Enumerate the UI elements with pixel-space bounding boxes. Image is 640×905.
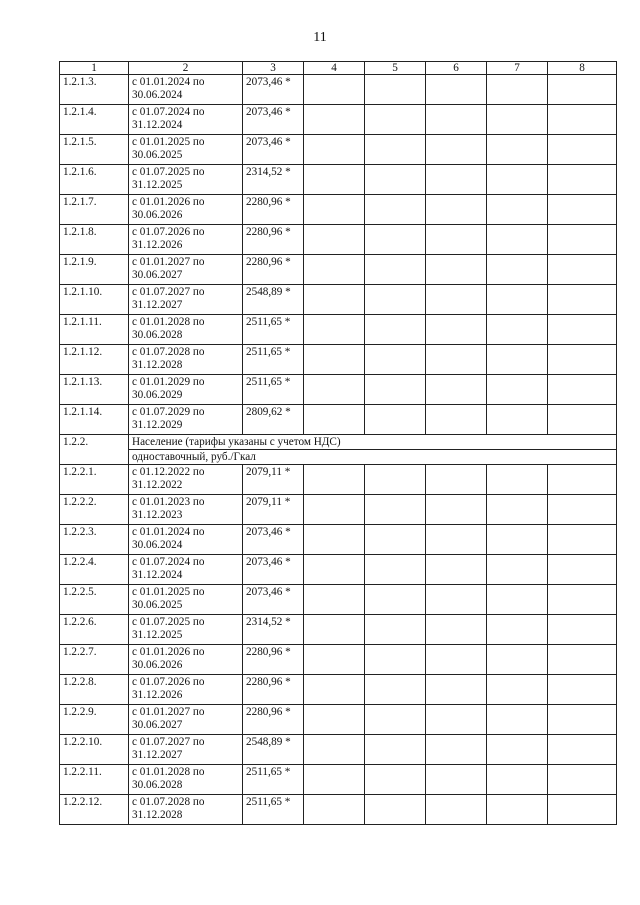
empty-cell-col-8 <box>548 315 617 345</box>
period-from: с 01.07.2025 по <box>132 166 205 178</box>
empty-cell-col-5 <box>365 765 426 795</box>
empty-cell-col-7 <box>487 525 548 555</box>
period-from: с 01.07.2028 по <box>132 346 205 358</box>
period-from: с 01.01.2027 по <box>132 256 205 268</box>
table-row <box>60 255 617 285</box>
empty-cell-col-5 <box>365 195 426 225</box>
tariff-value: 2511,65 * <box>243 795 304 825</box>
tariff-value: 2280,96 * <box>243 705 304 735</box>
period-cell <box>129 675 243 705</box>
row-number: 1.2.2.11. <box>60 765 129 795</box>
empty-cell-col-6 <box>426 315 487 345</box>
table-row <box>60 615 617 645</box>
empty-cell-col-8 <box>548 585 617 615</box>
period-cell <box>129 705 243 735</box>
empty-cell-col-6 <box>426 735 487 765</box>
tariff-value: 2280,96 * <box>243 645 304 675</box>
empty-cell-col-8 <box>548 255 617 285</box>
empty-cell-col-8 <box>548 105 617 135</box>
period-from: с 01.07.2028 по <box>132 796 205 808</box>
empty-cell-col-6 <box>426 165 487 195</box>
header-col-7: 7 <box>487 62 548 75</box>
period-to: 30.06.2027 <box>132 268 183 281</box>
empty-cell-col-8 <box>548 765 617 795</box>
empty-cell-col-6 <box>426 135 487 165</box>
period-from: с 01.07.2026 по <box>132 226 205 238</box>
empty-cell-col-8 <box>548 735 617 765</box>
header-col-8: 8 <box>548 62 617 75</box>
period-to: 31.12.2024 <box>132 568 183 581</box>
empty-cell-col-6 <box>426 585 487 615</box>
empty-cell-col-5 <box>365 795 426 825</box>
period-cell <box>129 615 243 645</box>
period-cell <box>129 585 243 615</box>
row-number: 1.2.2.6. <box>60 615 129 645</box>
empty-cell-col-4 <box>304 105 365 135</box>
row-number: 1.2.2.3. <box>60 525 129 555</box>
empty-cell-col-7 <box>487 195 548 225</box>
tariff-value: 2511,65 * <box>243 765 304 795</box>
empty-cell-col-8 <box>548 345 617 375</box>
period-from: с 01.12.2022 по <box>132 466 205 478</box>
table-row <box>60 165 617 195</box>
row-number: 1.2.2.5. <box>60 585 129 615</box>
period-cell <box>129 405 243 435</box>
empty-cell-col-6 <box>426 465 487 495</box>
empty-cell-col-5 <box>365 405 426 435</box>
row-number: 1.2.2.10. <box>60 735 129 765</box>
empty-cell-col-7 <box>487 675 548 705</box>
period-cell <box>129 315 243 345</box>
empty-cell-col-7 <box>487 645 548 675</box>
table-row <box>60 675 617 705</box>
empty-cell-col-5 <box>365 225 426 255</box>
empty-cell-col-7 <box>487 255 548 285</box>
empty-cell-col-5 <box>365 315 426 345</box>
empty-cell-col-7 <box>487 105 548 135</box>
row-number: 1.2.1.4. <box>60 105 129 135</box>
period-to: 31.12.2023 <box>132 508 183 521</box>
period-from: с 01.07.2029 по <box>132 406 205 418</box>
period-to: 30.06.2025 <box>132 148 183 161</box>
page-number: 11 <box>313 30 327 45</box>
tariff-value: 2314,52 * <box>243 165 304 195</box>
period-to: 31.12.2025 <box>132 628 183 641</box>
empty-cell-col-4 <box>304 495 365 525</box>
period-to: 31.12.2026 <box>132 688 183 701</box>
row-number: 1.2.1.7. <box>60 195 129 225</box>
tariff-value: 2280,96 * <box>243 675 304 705</box>
empty-cell-col-5 <box>365 645 426 675</box>
empty-cell-col-7 <box>487 315 548 345</box>
empty-cell-col-8 <box>548 405 617 435</box>
period-from: с 01.07.2027 по <box>132 736 205 748</box>
period-to: 30.06.2028 <box>132 778 183 791</box>
empty-cell-col-5 <box>365 735 426 765</box>
empty-cell-col-8 <box>548 615 617 645</box>
empty-cell-col-8 <box>548 285 617 315</box>
tariff-value: 2809,62 * <box>243 405 304 435</box>
empty-cell-col-4 <box>304 135 365 165</box>
period-to: 30.06.2024 <box>132 88 183 101</box>
row-number: 1.2.1.11. <box>60 315 129 345</box>
empty-cell-col-6 <box>426 495 487 525</box>
table-row <box>60 225 617 255</box>
period-cell <box>129 765 243 795</box>
period-to: 31.12.2026 <box>132 238 183 251</box>
tariff-value: 2073,46 * <box>243 135 304 165</box>
empty-cell-col-8 <box>548 225 617 255</box>
table-row <box>60 765 617 795</box>
header-col-2: 2 <box>129 62 243 75</box>
period-from: с 01.07.2025 по <box>132 616 205 628</box>
empty-cell-col-6 <box>426 195 487 225</box>
empty-cell-col-5 <box>365 615 426 645</box>
empty-cell-col-4 <box>304 195 365 225</box>
table-row <box>60 705 617 735</box>
tariff-value: 2079,11 * <box>243 495 304 525</box>
empty-cell-col-8 <box>548 525 617 555</box>
row-number: 1.2.1.10. <box>60 285 129 315</box>
period-cell <box>129 735 243 765</box>
empty-cell-col-5 <box>365 675 426 705</box>
empty-cell-col-6 <box>426 795 487 825</box>
empty-cell-col-5 <box>365 75 426 105</box>
period-to: 30.06.2029 <box>132 388 183 401</box>
period-cell <box>129 495 243 525</box>
empty-cell-col-7 <box>487 705 548 735</box>
empty-cell-col-5 <box>365 285 426 315</box>
empty-cell-col-4 <box>304 675 365 705</box>
empty-cell-col-7 <box>487 555 548 585</box>
period-cell <box>129 255 243 285</box>
row-number: 1.2.1.3. <box>60 75 129 105</box>
tariff-value: 2073,46 * <box>243 525 304 555</box>
empty-cell-col-4 <box>304 225 365 255</box>
empty-cell-col-6 <box>426 255 487 285</box>
period-cell <box>129 105 243 135</box>
period-cell <box>129 345 243 375</box>
tariff-value: 2511,65 * <box>243 345 304 375</box>
table-row <box>60 285 617 315</box>
period-cell <box>129 165 243 195</box>
empty-cell-col-4 <box>304 795 365 825</box>
empty-cell-col-6 <box>426 765 487 795</box>
tariff-value: 2073,46 * <box>243 105 304 135</box>
period-from: с 01.01.2025 по <box>132 136 205 148</box>
tariff-value: 2314,52 * <box>243 615 304 645</box>
empty-cell-col-4 <box>304 345 365 375</box>
table-row <box>60 135 617 165</box>
row-number: 1.2.2.2. <box>60 495 129 525</box>
empty-cell-col-5 <box>365 105 426 135</box>
empty-cell-col-4 <box>304 615 365 645</box>
period-to: 30.06.2024 <box>132 538 183 551</box>
group-subtitle: одноставочный, руб./Гкал <box>129 450 617 465</box>
period-to: 30.06.2026 <box>132 208 183 221</box>
group-title: Население (тарифы указаны с учетом НДС) <box>129 435 617 450</box>
period-from: с 01.01.2028 по <box>132 316 205 328</box>
empty-cell-col-5 <box>365 345 426 375</box>
period-from: с 01.01.2024 по <box>132 76 205 88</box>
table-row <box>60 75 617 105</box>
table-row <box>60 405 617 435</box>
row-number: 1.2.2.9. <box>60 705 129 735</box>
empty-cell-col-6 <box>426 405 487 435</box>
period-cell <box>129 645 243 675</box>
empty-cell-col-8 <box>548 375 617 405</box>
row-number: 1.2.1.14. <box>60 405 129 435</box>
period-from: с 01.01.2026 по <box>132 196 205 208</box>
period-from: с 01.07.2024 по <box>132 106 205 118</box>
empty-cell-col-5 <box>365 525 426 555</box>
empty-cell-col-6 <box>426 225 487 255</box>
empty-cell-col-7 <box>487 165 548 195</box>
empty-cell-col-7 <box>487 345 548 375</box>
empty-cell-col-8 <box>548 705 617 735</box>
row-number: 1.2.2.12. <box>60 795 129 825</box>
group-title-row <box>60 435 617 450</box>
empty-cell-col-6 <box>426 555 487 585</box>
empty-cell-col-4 <box>304 375 365 405</box>
group-subtitle-row <box>60 450 617 465</box>
empty-cell-col-4 <box>304 255 365 285</box>
period-cell <box>129 375 243 405</box>
table-body-section-b <box>60 465 617 825</box>
row-number: 1.2.1.13. <box>60 375 129 405</box>
period-to: 31.12.2029 <box>132 418 183 431</box>
row-number: 1.2.2.1. <box>60 465 129 495</box>
empty-cell-col-8 <box>548 795 617 825</box>
period-from: с 01.01.2029 по <box>132 376 205 388</box>
table-row <box>60 525 617 555</box>
empty-cell-col-5 <box>365 465 426 495</box>
empty-cell-col-8 <box>548 675 617 705</box>
empty-cell-col-7 <box>487 285 548 315</box>
period-cell <box>129 225 243 255</box>
header-row <box>60 62 617 75</box>
empty-cell-col-6 <box>426 615 487 645</box>
empty-cell-col-6 <box>426 75 487 105</box>
empty-cell-col-4 <box>304 555 365 585</box>
tariff-value: 2280,96 * <box>243 255 304 285</box>
empty-cell-col-4 <box>304 735 365 765</box>
period-from: с 01.07.2026 по <box>132 676 205 688</box>
empty-cell-col-7 <box>487 75 548 105</box>
header-col-4: 4 <box>304 62 365 75</box>
table-body-section-a <box>60 75 617 435</box>
tariff-value: 2280,96 * <box>243 225 304 255</box>
empty-cell-col-8 <box>548 555 617 585</box>
row-number: 1.2.2.7. <box>60 645 129 675</box>
empty-cell-col-4 <box>304 765 365 795</box>
period-from: с 01.01.2026 по <box>132 646 205 658</box>
period-to: 31.12.2027 <box>132 298 183 311</box>
empty-cell-col-4 <box>304 465 365 495</box>
period-from: с 01.01.2025 по <box>132 586 205 598</box>
empty-cell-col-6 <box>426 285 487 315</box>
empty-cell-col-4 <box>304 165 365 195</box>
empty-cell-col-8 <box>548 645 617 675</box>
tariff-value: 2079,11 * <box>243 465 304 495</box>
tariff-value: 2073,46 * <box>243 555 304 585</box>
empty-cell-col-7 <box>487 735 548 765</box>
empty-cell-col-5 <box>365 135 426 165</box>
period-cell <box>129 195 243 225</box>
tariff-value: 2511,65 * <box>243 375 304 405</box>
header-col-5: 5 <box>365 62 426 75</box>
tariff-value: 2548,89 * <box>243 285 304 315</box>
empty-cell-col-4 <box>304 285 365 315</box>
empty-cell-col-7 <box>487 795 548 825</box>
empty-cell-col-4 <box>304 405 365 435</box>
row-number: 1.2.1.6. <box>60 165 129 195</box>
table-row <box>60 645 617 675</box>
empty-cell-col-6 <box>426 675 487 705</box>
table-row <box>60 345 617 375</box>
empty-cell-col-5 <box>365 165 426 195</box>
table-body-group <box>60 435 617 465</box>
tariff-value: 2511,65 * <box>243 315 304 345</box>
table-row <box>60 375 617 405</box>
empty-cell-col-5 <box>365 555 426 585</box>
row-number: 1.2.1.8. <box>60 225 129 255</box>
empty-cell-col-8 <box>548 165 617 195</box>
table-row <box>60 495 617 525</box>
empty-cell-col-6 <box>426 105 487 135</box>
empty-cell-col-4 <box>304 525 365 555</box>
empty-cell-col-4 <box>304 315 365 345</box>
period-cell <box>129 135 243 165</box>
period-to: 30.06.2028 <box>132 328 183 341</box>
empty-cell-col-4 <box>304 645 365 675</box>
table-row <box>60 795 617 825</box>
empty-cell-col-6 <box>426 375 487 405</box>
period-to: 31.12.2028 <box>132 358 183 371</box>
empty-cell-col-5 <box>365 705 426 735</box>
header-col-6: 6 <box>426 62 487 75</box>
empty-cell-col-8 <box>548 135 617 165</box>
period-cell <box>129 555 243 585</box>
empty-cell-col-4 <box>304 585 365 615</box>
empty-cell-col-7 <box>487 615 548 645</box>
empty-cell-col-7 <box>487 405 548 435</box>
tariff-table <box>59 61 617 825</box>
group-number: 1.2.2. <box>60 435 129 465</box>
empty-cell-col-7 <box>487 225 548 255</box>
period-from: с 01.07.2027 по <box>132 286 205 298</box>
empty-cell-col-5 <box>365 585 426 615</box>
period-to: 31.12.2027 <box>132 748 183 761</box>
table-row <box>60 195 617 225</box>
period-from: с 01.01.2024 по <box>132 526 205 538</box>
empty-cell-col-6 <box>426 705 487 735</box>
empty-cell-col-4 <box>304 75 365 105</box>
empty-cell-col-6 <box>426 645 487 675</box>
tariff-value: 2280,96 * <box>243 195 304 225</box>
empty-cell-col-7 <box>487 375 548 405</box>
tariff-value: 2073,46 * <box>243 75 304 105</box>
table-row <box>60 735 617 765</box>
empty-cell-col-5 <box>365 375 426 405</box>
period-to: 30.06.2025 <box>132 598 183 611</box>
period-to: 31.12.2028 <box>132 808 183 821</box>
period-to: 31.12.2025 <box>132 178 183 191</box>
tariff-value: 2073,46 * <box>243 585 304 615</box>
empty-cell-col-5 <box>365 495 426 525</box>
period-from: с 01.01.2027 по <box>132 706 205 718</box>
empty-cell-col-5 <box>365 255 426 285</box>
period-cell <box>129 465 243 495</box>
table-row <box>60 585 617 615</box>
tariff-value: 2548,89 * <box>243 735 304 765</box>
row-number: 1.2.1.5. <box>60 135 129 165</box>
table-row <box>60 105 617 135</box>
period-to: 31.12.2022 <box>132 478 183 491</box>
period-cell <box>129 795 243 825</box>
period-from: с 01.07.2024 по <box>132 556 205 568</box>
empty-cell-col-6 <box>426 525 487 555</box>
period-to: 31.12.2024 <box>132 118 183 131</box>
empty-cell-col-7 <box>487 465 548 495</box>
empty-cell-col-8 <box>548 195 617 225</box>
empty-cell-col-7 <box>487 585 548 615</box>
period-from: с 01.01.2028 по <box>132 766 205 778</box>
period-cell <box>129 285 243 315</box>
table-row <box>60 315 617 345</box>
table-row <box>60 465 617 495</box>
period-cell <box>129 525 243 555</box>
period-to: 30.06.2027 <box>132 718 183 731</box>
empty-cell-col-7 <box>487 135 548 165</box>
empty-cell-col-6 <box>426 345 487 375</box>
empty-cell-col-7 <box>487 495 548 525</box>
row-number: 1.2.1.9. <box>60 255 129 285</box>
table-header <box>60 62 617 75</box>
row-number: 1.2.2.8. <box>60 675 129 705</box>
empty-cell-col-8 <box>548 75 617 105</box>
header-col-1: 1 <box>60 62 129 75</box>
empty-cell-col-8 <box>548 495 617 525</box>
period-cell <box>129 75 243 105</box>
table-row <box>60 555 617 585</box>
empty-cell-col-4 <box>304 705 365 735</box>
period-to: 30.06.2026 <box>132 658 183 671</box>
row-number: 1.2.1.12. <box>60 345 129 375</box>
row-number: 1.2.2.4. <box>60 555 129 585</box>
header-col-3: 3 <box>243 62 304 75</box>
period-from: с 01.01.2023 по <box>132 496 205 508</box>
empty-cell-col-8 <box>548 465 617 495</box>
empty-cell-col-7 <box>487 765 548 795</box>
